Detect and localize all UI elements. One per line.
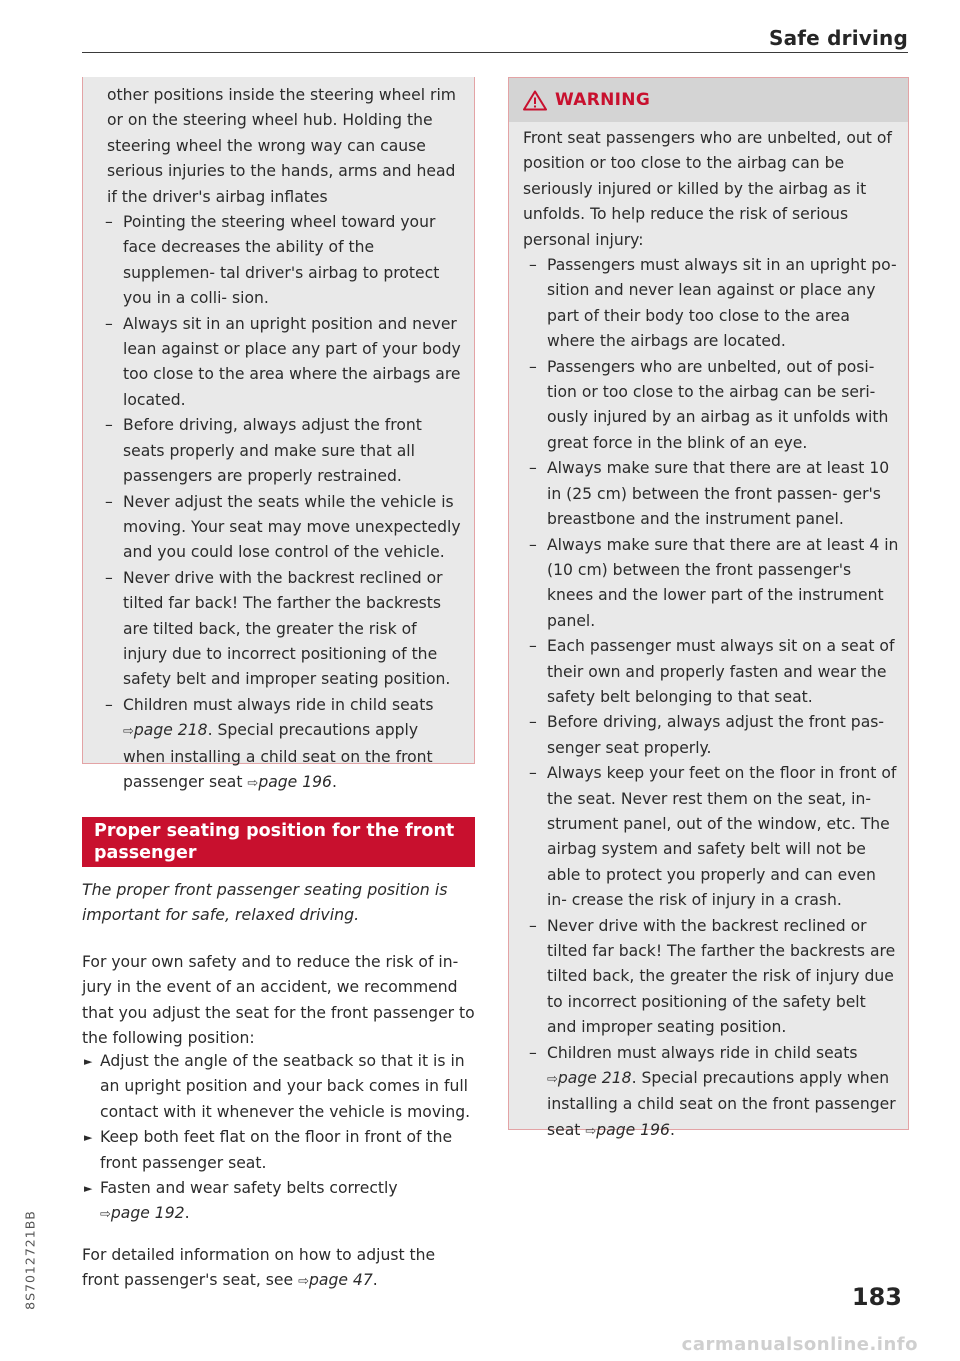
warning-header bbox=[509, 78, 908, 122]
list-item: – Before driving, always adjust the front seats properly and make sure that all passengers are properly restrained. bbox=[105, 416, 422, 486]
document-code: 8S7012721BB bbox=[22, 1210, 38, 1310]
list-item: ► Keep both feet flat on the floor in front of the front passenger seat. bbox=[82, 1125, 475, 1176]
list-item: – Never adjust the seats while the vehicle is moving. Your seat may move unexpectedly and you could lose control of the vehicle. bbox=[105, 492, 461, 562]
page-link[interactable]: ⇨page 192 bbox=[100, 1204, 185, 1223]
page-link[interactable]: ⇨page 196 bbox=[247, 772, 332, 791]
instruction-list bbox=[82, 1049, 475, 1228]
list-item: – Before driving, always adjust the front pas- senger seat properly. bbox=[529, 713, 885, 757]
warning-intro: Front seat passengers who are unbelted, out of position or too close to the airbag can be seriously injured or killed by the airbag as it unfolds. To help reduce the risk of serious personal injury: bbox=[523, 129, 892, 249]
warning-label: WARNING bbox=[555, 90, 651, 110]
list-item: – Passengers who are unbelted, out of posi- tion or too close to the airbag can be seri- ously injured by an airbag as it unfolds with great force in the blink of an eye. bbox=[529, 357, 889, 452]
warning-body bbox=[509, 122, 908, 1139]
list-item: – Always make sure that there are at least 4 in (10 cm) between the front passenger's knees and the lower part of the instrument panel. bbox=[529, 535, 899, 630]
section-intro: The proper front passenger seating position is important for safe, relaxed driving. bbox=[82, 880, 448, 925]
list-item: – Pointing the steering wheel toward your face decreases the ability of the supplemen- tal driver's airbag to protect you in a colli- sion. bbox=[105, 213, 440, 308]
list-item: – Each passenger must always sit on a seat of their own and properly fasten and wear the safety belt belonging to that seat. bbox=[529, 637, 895, 706]
section-body-paragraph: For your own safety and to reduce the risk of in- jury in the event of an accident, we recommend that you adjust the seat for the front passenger to the following position: bbox=[82, 953, 475, 1048]
list-item: ► Fasten and wear safety belts correctly ⇨page 192. bbox=[82, 1176, 475, 1228]
section-footer-paragraph: For detailed information on how to adjust the front passenger's seat, see ⇨page 47. bbox=[82, 1246, 436, 1290]
left-warning-continuation-box bbox=[82, 77, 475, 791]
watermark: carmanualsonline.info bbox=[681, 1334, 918, 1355]
page-link[interactable]: ⇨page 218 bbox=[123, 721, 208, 740]
warning-box bbox=[508, 77, 909, 1139]
triangle-bullet-icon: ► bbox=[84, 1182, 93, 1196]
page-header-title: Safe driving bbox=[768, 26, 908, 50]
page-link[interactable]: ⇨page 196 bbox=[585, 1120, 670, 1139]
list-item: – Always keep your feet on the floor in front of the seat. Never rest them on the seat, in- strument panel, out of the window, etc. The airbag system and safety belt will not be able to protect you properly and can even in- crease the risk of injury in a crash. bbox=[529, 764, 897, 910]
section-heading: Proper seating position for the front passenger bbox=[82, 817, 475, 867]
list-item: – Always make sure that there are at least 10 in (25 cm) between the front passen- ger's breastbone and the instrument panel. bbox=[529, 459, 890, 529]
header-rule bbox=[82, 52, 908, 53]
page-link[interactable]: ⇨page 47 bbox=[298, 1271, 373, 1290]
page-number: 183 bbox=[851, 1283, 902, 1311]
triangle-bullet-icon: ► bbox=[84, 1055, 93, 1068]
list-item: ► Adjust the angle of the seatback so that it is in an upright position and your back comes in full contact with it whenever the vehicle is moving. bbox=[82, 1049, 475, 1125]
warning-triangle-icon bbox=[523, 90, 547, 111]
list-item: – Never drive with the backrest reclined or tilted far back! The farther the backrests are tilted back, the greater the risk of injury due to incorrect positioning of the safety belt and improper seating position. bbox=[105, 568, 451, 689]
triangle-bullet-icon: ► bbox=[84, 1131, 93, 1145]
list-item: – Always sit in an upright position and never lean against or place any part of your body too close to the area where the airbags are located. bbox=[105, 314, 461, 409]
list-item: – Children must always ride in child seats ⇨page 218. Special precautions apply when installing a child seat on the front passenger seat ⇨page 196. bbox=[529, 1043, 896, 1139]
continuation-paragraph: other positions inside the steering wheel rim or on the steering wheel hub. Holding the steering wheel the wrong way can cause serious injuries to the hands, arms and head if the driver's airbag inflates bbox=[107, 86, 456, 206]
list-item: – Passengers must always sit in an upright po- sition and never lean against or place any part of their body too close to the area where the airbags are located. bbox=[529, 256, 897, 351]
page-link[interactable]: ⇨page 218 bbox=[547, 1069, 632, 1088]
list-item: – Never drive with the backrest reclined or tilted far back! The farther the backrests are tilted back, the greater the risk of injury due to incorrect positioning of the safety belt and improper seating position. bbox=[529, 916, 896, 1037]
list-item: – Children must always ride in child seats ⇨page 218. Special precautions apply when installing a child seat on the front passenger seat ⇨page 196. bbox=[105, 695, 434, 791]
